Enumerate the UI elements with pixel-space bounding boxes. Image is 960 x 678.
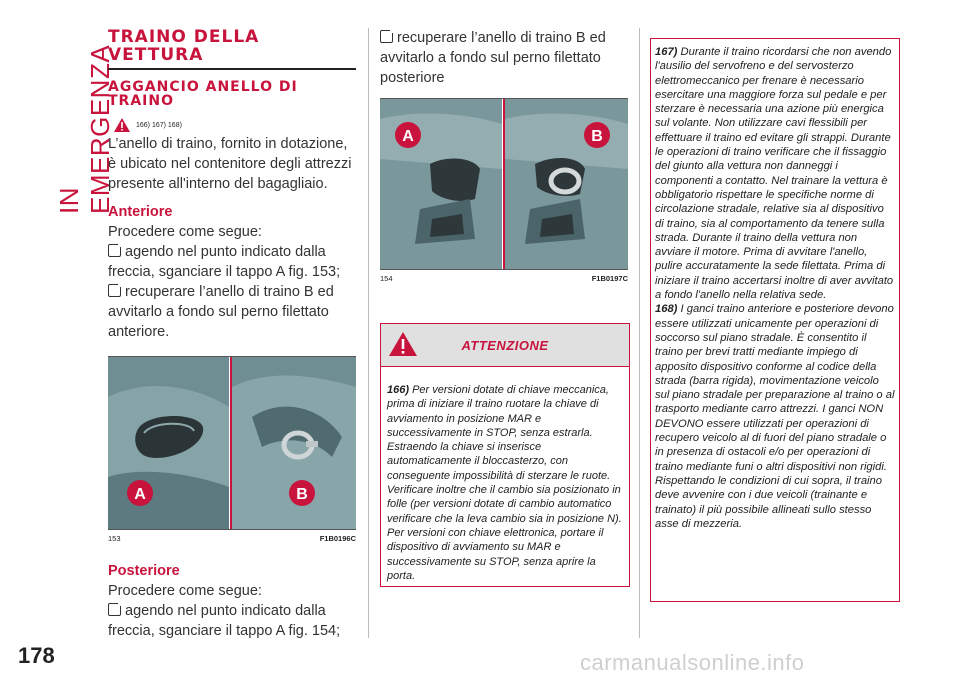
label-a: A [134,486,146,503]
warning-header [381,324,629,367]
bullet-icon [108,603,121,616]
rear-ring-photo [505,99,628,269]
figure-number: 154 [380,274,393,283]
front-heading: Anteriore [108,204,173,220]
label-b: B [591,128,603,145]
warning-refs-text: 166) 167) 168) [136,121,182,129]
figure-code: F1B0197C [591,274,628,283]
warning-references [114,118,356,132]
notes-box [650,38,900,602]
warning-title: ATTENZIONE [461,337,549,353]
list-item: recuperare l’anello di traino B ed avvitarlo a fondo sul perno filettato posteriore [380,30,606,86]
column-left [108,28,356,641]
list-item: agendo nel punto indicato dalla freccia, sganciare il tappo A fig. 154; [108,603,341,639]
rear-cap-photo [380,99,502,269]
warning-box [380,323,630,587]
figure-154 [380,98,628,270]
front-lead: Procedere come segue: [108,224,262,240]
chapter-side-title: IN EMERGENZA [54,44,115,214]
figure-153 [108,356,356,530]
figure-153-caption [108,534,356,543]
tow-ring-photo [232,357,356,529]
note-167: 167) Durante il traino ricordarsi che non avendo l'ausilio del servofreno e del servosterzo elettromeccanico per frenare è necessario esercitare una maggiore forza sul pedale e per sterzare è necessaria una azione più energica sul volante. Non utilizzare cavi flessibili per effettuare il traino ed evitare gli strappi. Durante le operazioni di traino verificare che il fissaggio del giunto alla vettura non danneggi i componenti a contatto. Nel trainare la vettura è obbligatorio rispettare le specifiche norme di circolazione stradale, relative sia al dispositivo di traino, sia al comportamento da tenere sulla strada. Durante il traino della vettura non avviare il motore. Prima di avvitare l'anello, pulire accuratamente la sede filettata. Prima di iniziare il traino accertarsi inoltre di aver avvitato a fondo l'anello nella relativa sede. [655,46,894,302]
note-ref: 168) [655,303,678,316]
bullet-icon [108,244,121,257]
label-b: B [296,486,308,503]
watermark: carmanualsonline.info [580,650,805,675]
list-item: recuperare l’anello di traino B ed avvitarlo a fondo sul perno filettato anteriore. [108,284,334,340]
warning-triangle-icon [114,118,130,132]
figure-code: F1B0196C [319,534,356,543]
figure-154-caption [380,274,628,283]
note-ref: 167) [655,46,678,58]
section-title: TRAINO DELLA VETTURA [108,28,356,70]
column-separator [639,28,640,638]
subsection-title: AGGANCIO ANELLO DI TRAINO [108,79,298,109]
warning-text: 166) Per versioni dotate di chiave meccanica, prima di iniziare il traino ruotare la chiave di avviamento in posizione MAR e successivamente in STOP, senza estrarla. Estraendo la chiave si inserisce automaticamente il bloccasterzo, con conseguente impossibilità di sterzare le ruote. Verificare inoltre che il cambio sia posizionato in folle (per versioni dotate di cambio automatico verificare che la leva cambio sia in posizione N). Per versioni con chiave elettronica, portare il dispositivo di avviamento su MAR e successivamente su STOP, senza aprire la porta. [387,384,622,582]
page-number: 178 [18,643,55,668]
column-middle [380,28,628,283]
bullet-icon [380,30,393,43]
column-separator [368,28,369,638]
tow-cap-photo [108,357,229,529]
figure-number: 153 [108,534,121,543]
label-a: A [402,128,414,145]
rear-lead: Procedere come segue: [108,583,262,599]
list-item: agendo nel punto indicato dalla freccia, sganciare il tappo A fig. 153; [108,244,341,280]
rear-heading: Posteriore [108,563,180,579]
bullet-icon [108,284,121,297]
note-168: 168) I ganci traino anteriore e posteriore devono essere utilizzati unicamente per operazioni di soccorso sul piano stradale. È consentito il traino per brevi tratti mediante impiego di apposito dispositivo conforme al codice della strada (barra rigida), movimentazione veicolo sul piano stradale per preparazione al traino o al trasporto mediante carro attrezzi. I ganci NON DEVONO essere utilizzati per operazioni di recupero veicolo al di fuori del piano stradale o in presenza di ostacoli e/o per operazioni di traino mediante funi o altri dispositivi non rigidi. Rispettando le condizioni di cui sopra, il traino deve avvenire con i due veicoli (trainante e trainato) il più possibile allineati sullo stesso asse di mezzeria. [655,303,895,530]
intro-paragraph: L’anello di traino, fornito in dotazione, è ubicato nel contenitore degli attrezzi presente all'interno del bagagliaio. [108,136,352,192]
warning-triangle-icon [389,332,417,356]
warning-ref: 166) [387,384,410,396]
